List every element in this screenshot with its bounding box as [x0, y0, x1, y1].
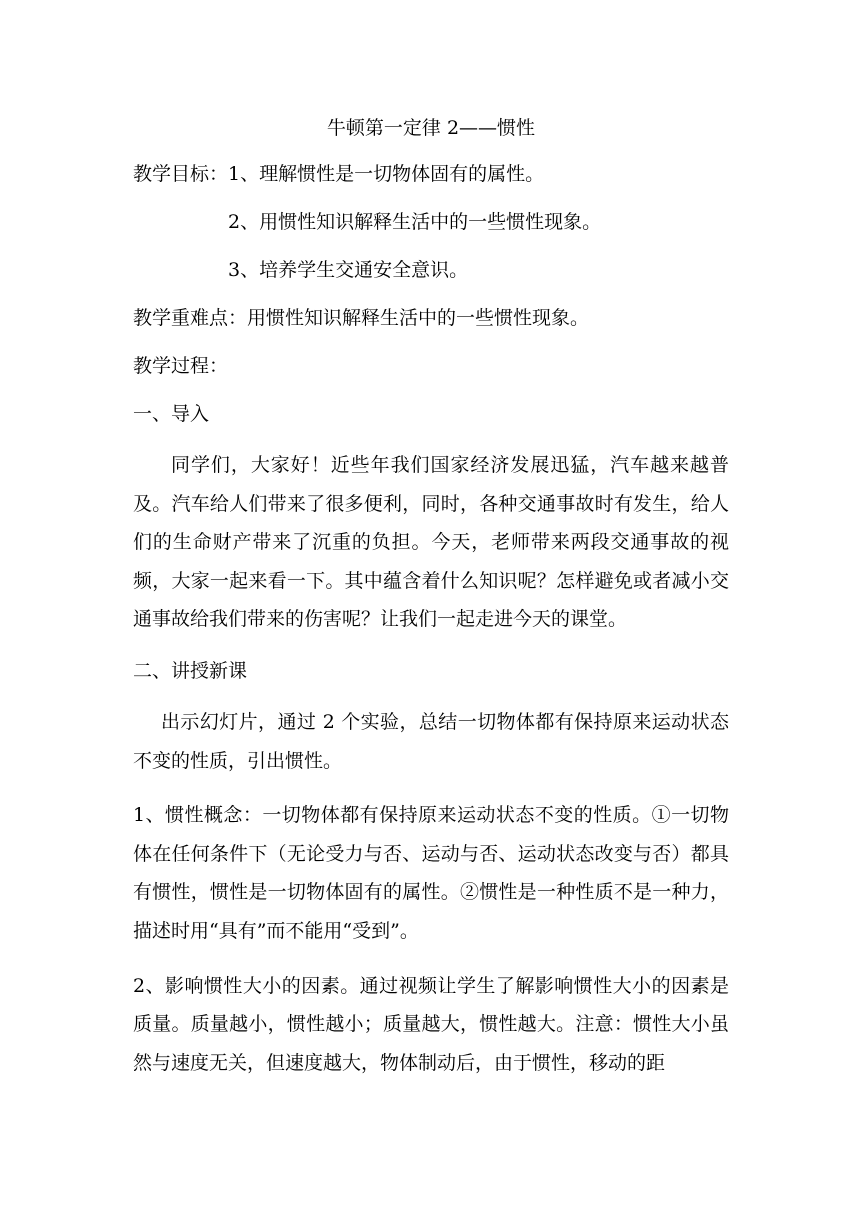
teaching-goal-2: 2、用惯性知识解释生活中的一些惯性现象。: [228, 211, 602, 233]
point-1-inertia-concept: 1、惯性概念：一切物体都有保持原来运动状态不变的性质。①一切物体在任何条件下（无论受力与否、运动与否、运动状态改变与否）都具有惯性，惯性是一切物体固有的属性。②惯性是一种性质不是一种力，描述时用“具有”而不能用“受到”。: [133, 804, 729, 942]
section-2-heading: 二、讲授新课: [133, 659, 248, 682]
process-heading: 教学过程：: [133, 355, 229, 377]
teaching-goal-1: 教学目标：1、理解惯性是一切物体固有的属性。: [133, 163, 545, 185]
section-1-paragraph: 同学们，大家好！近些年我们国家经济发展迅猛，汽车越来越普及。汽车给人们带来了很多便利，同时，各种交通事故时有发生，给人们的生命财产带来了沉重的负担。今天，老师带来两段交通事故的视频，大家一起来看一下。其中蕴含着什么知识呢？怎样避免或者减小交通事故给我们带来的伤害呢？让我们一起走进今天的课堂。: [133, 454, 729, 631]
document-title: 牛顿第一定律 2——惯性: [326, 117, 536, 139]
key-points: 教学重难点：用惯性知识解释生活中的一些惯性现象。: [133, 307, 590, 329]
teaching-goal-3: 3、培养学生交通安全意识。: [228, 259, 469, 281]
point-2-inertia-factors: 2、影响惯性大小的因素。通过视频让学生了解影响惯性大小的因素是质量。质量越小，惯性越小；质量越大，惯性越大。注意：惯性大小虽然与速度无关，但速度越大，物体制动后，由于惯性，移动的距: [133, 974, 729, 1074]
section-1-heading: 一、导入: [133, 403, 210, 425]
document-body: [133, 112, 729, 1098]
section-2-paragraph: 出示幻灯片，通过 2 个实验，总结一切物体都有保持原来运动状态不变的性质，引出惯性。: [133, 710, 729, 772]
